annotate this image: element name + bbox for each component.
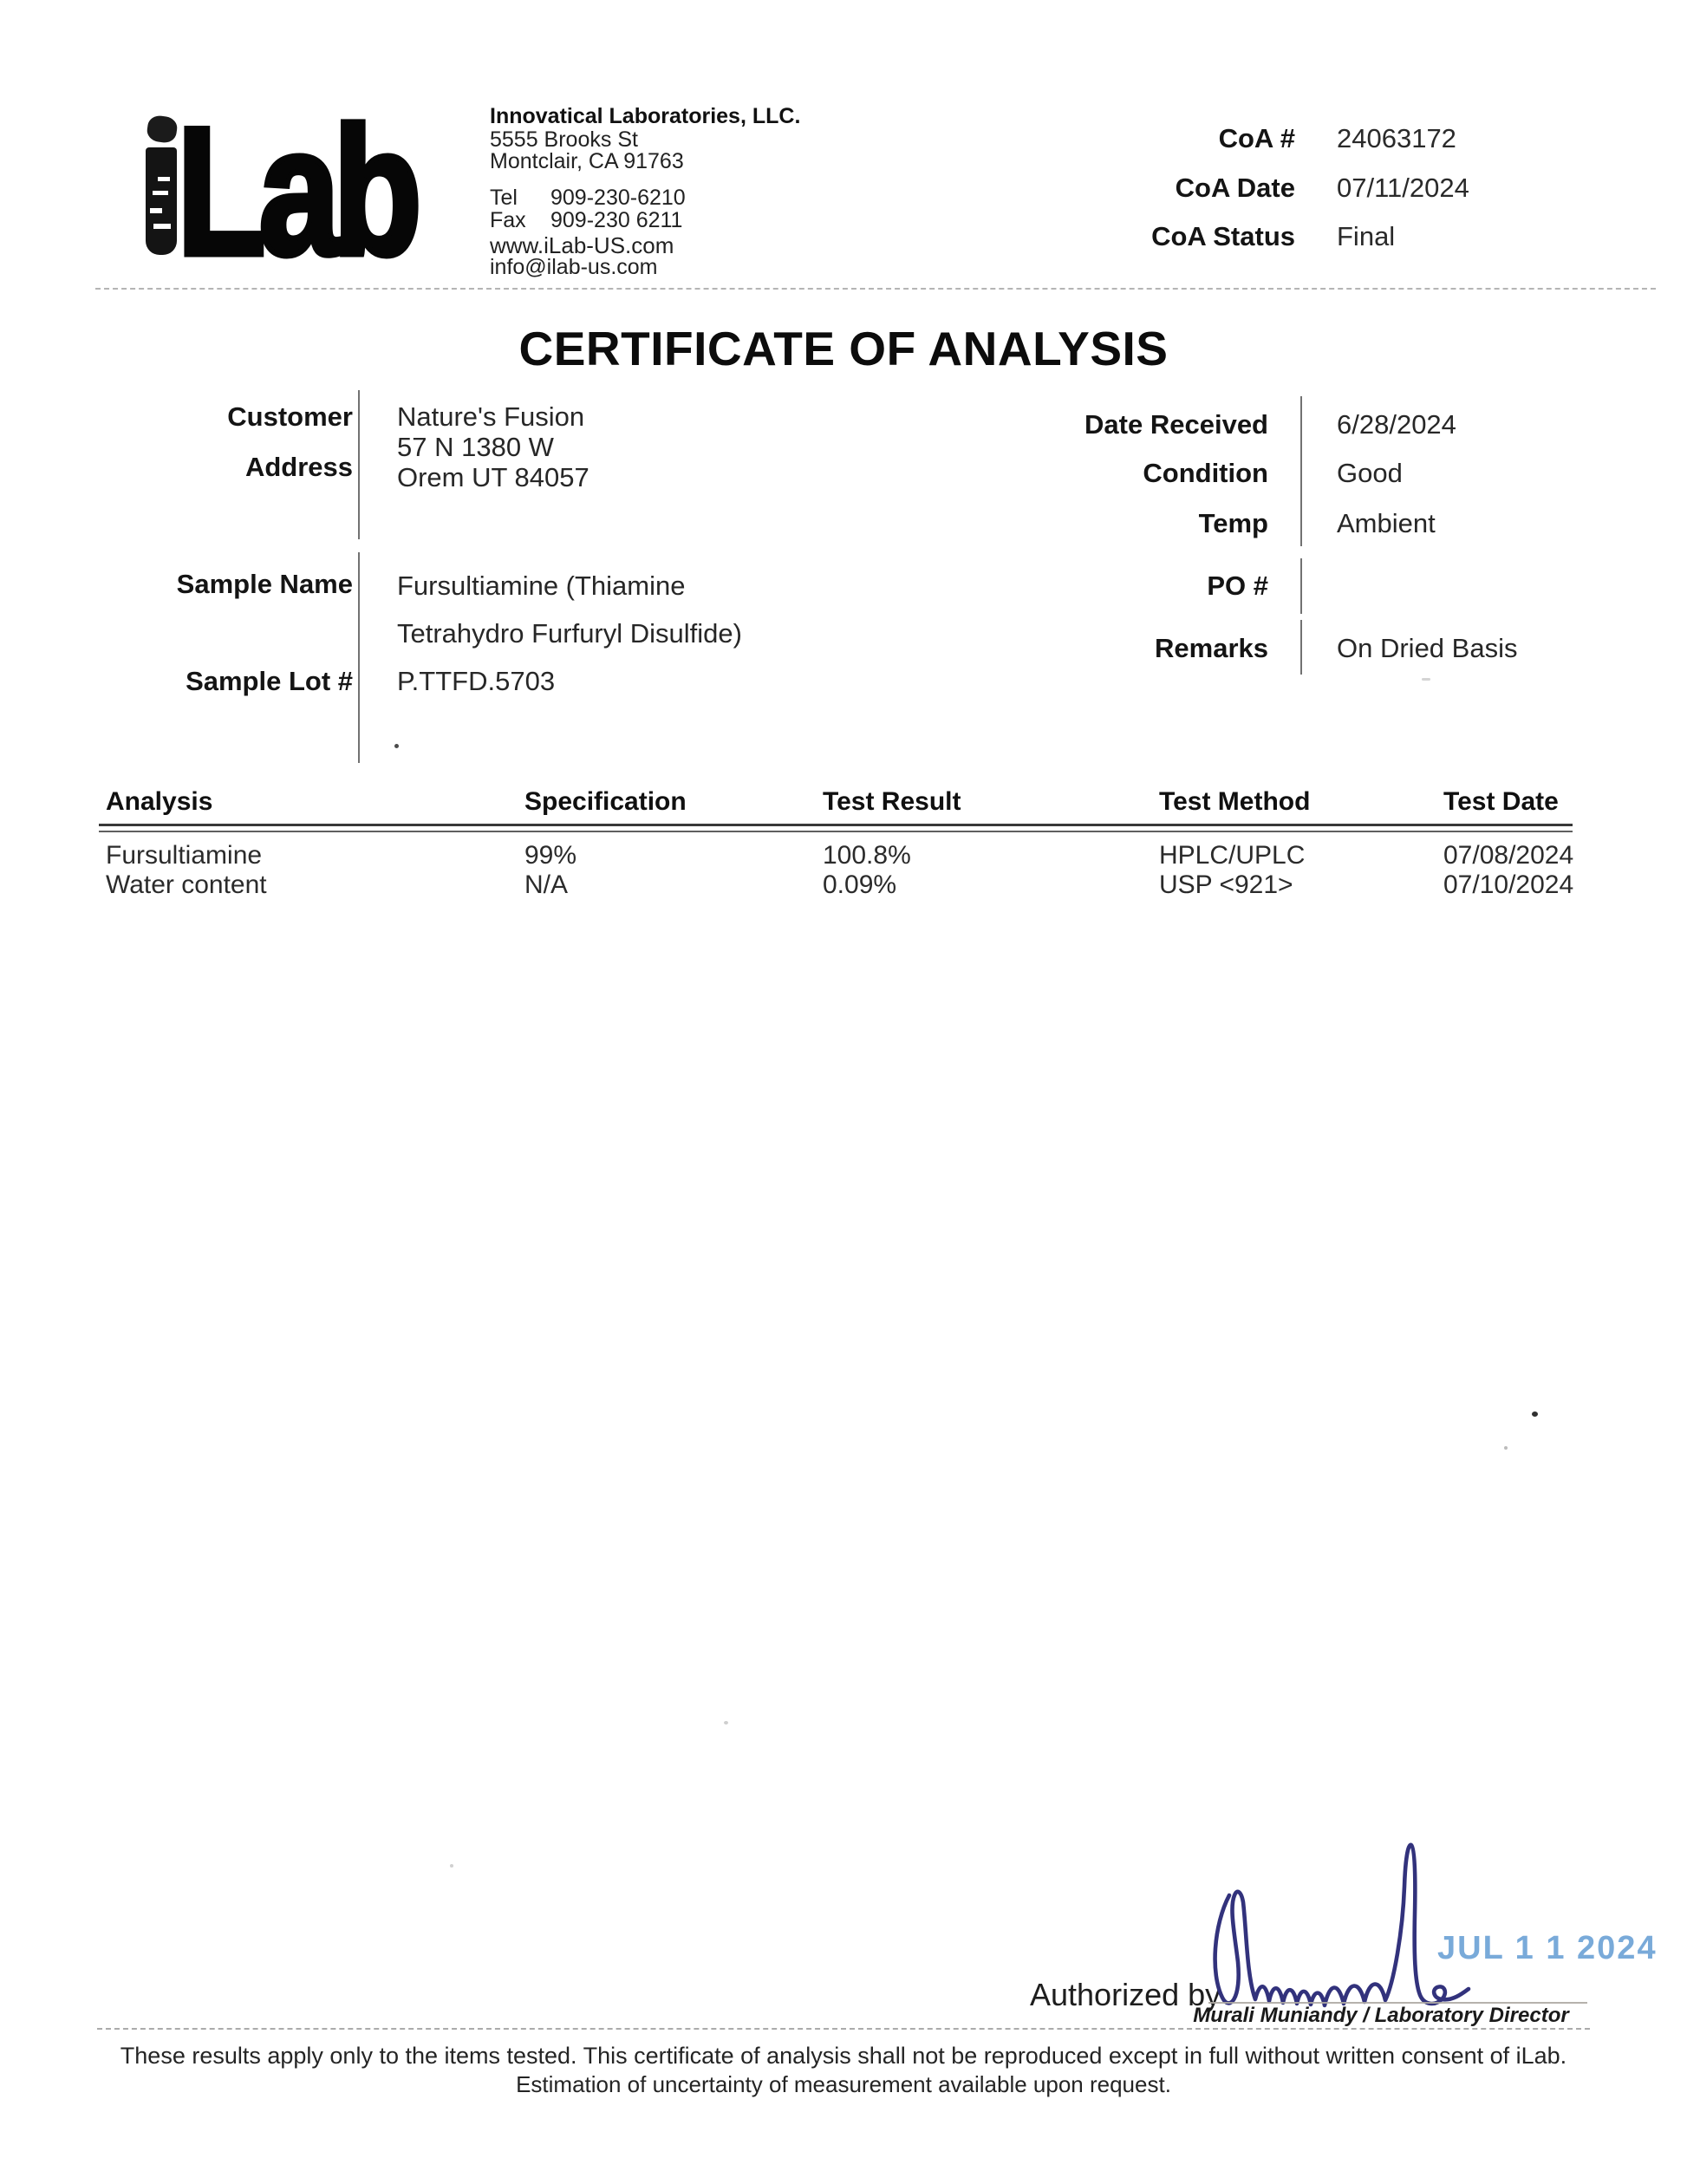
scan-speck [450,1864,453,1868]
stray-period-mark [394,744,399,748]
row1-specification: 99% [524,841,577,870]
customer-value: Nature's Fusion [397,401,585,432]
date-received-label: Date Received [1084,409,1268,440]
company-address-line2: Montclair, CA 91763 [490,149,684,173]
remarks-value: On Dried Basis [1337,633,1518,663]
remarks-label: Remarks [1155,633,1268,663]
coa-status-label: CoA Status [1151,221,1295,251]
address-value-line1: 57 N 1380 W [397,432,554,462]
company-fax-row [490,208,682,233]
scan-speck [724,1721,728,1724]
company-website: www.iLab-US.com [490,232,674,258]
page-title: CERTIFICATE OF ANALYSIS [518,322,1169,375]
address-value-line2: Orem UT 84057 [397,462,589,492]
row1-test-date: 07/08/2024 [1443,841,1574,870]
row1-test-result: 100.8% [823,841,911,870]
row2-specification: N/A [524,870,569,899]
left-divider-segment-2 [358,552,360,763]
temp-label: Temp [1198,508,1268,538]
tel-number: 909-230-6210 [550,186,686,210]
coa-date-value: 07/11/2024 [1337,173,1469,203]
coa-date-label: CoA Date [1175,173,1295,203]
scan-speck [1532,1411,1538,1417]
column-header-analysis: Analysis [106,787,213,816]
condition-label: Condition [1143,458,1268,488]
scan-speck [1504,1446,1508,1450]
condition-value: Good [1337,458,1403,488]
column-header-test-date: Test Date [1443,787,1559,816]
director-signature-ink [1195,1828,1482,2011]
row2-test-date: 07/10/2024 [1443,870,1574,899]
header-separator-line [95,288,1656,290]
fax-number: 909-230 6211 [550,208,683,232]
company-name: Innovatical Laboratories, LLC. [490,104,801,128]
row1-test-method: HPLC/UPLC [1159,841,1306,870]
right-divider-segment-1 [1300,396,1302,546]
address-label: Address [244,452,353,482]
right-divider-segment-2 [1300,558,1302,614]
received-date-stamp: JUL 1 1 2024 [1437,1930,1658,1966]
column-header-specification: Specification [524,787,687,816]
left-divider-segment-1 [358,390,360,539]
date-received-value: 6/28/2024 [1337,409,1456,440]
coa-number-label: CoA # [1218,123,1295,153]
temp-value: Ambient [1337,508,1436,538]
customer-label: Customer [227,401,353,432]
table-header-rule [99,824,1573,832]
fax-label: Fax [490,208,526,232]
ilab-logo-wordmark: Lab [177,89,415,293]
footer-disclaimer-line2: Estimation of uncertainty of measurement available upon request. [516,2071,1171,2097]
right-divider-segment-3 [1300,620,1302,675]
company-email: info@ilab-us.com [490,255,658,279]
sample-name-value-line2: Tetrahydro Furfuryl Disulfide) [397,618,742,649]
tel-label: Tel [490,186,518,210]
authorized-by-label: Authorized by [1030,1977,1221,2012]
row1-analysis: Fursultiamine [106,841,263,870]
ilab-logo-i-stem-icon [146,147,177,255]
row2-analysis: Water content [106,870,267,899]
signer-name-title: Murali Muniandy / Laboratory Director [1193,2004,1569,2027]
sample-name-label: Sample Name [176,569,353,599]
row2-test-result: 0.09% [823,870,897,899]
ilab-logo-i-dot-icon [146,114,179,144]
row2-test-method: USP <921> [1159,870,1293,899]
sample-lot-label: Sample Lot # [186,666,353,696]
column-header-test-result: Test Result [823,787,961,816]
footer-disclaimer-line1: These results apply only to the items tested. This certificate of analysis shall not be reproduced except in full without written consent of iLab. [120,2043,1567,2069]
coa-status-value: Final [1337,221,1396,251]
company-address-line1: 5555 Brooks St [490,127,638,152]
footer-separator-line [97,2028,1590,2030]
po-number-label: PO # [1207,570,1268,601]
column-header-test-method: Test Method [1159,787,1311,816]
company-tel-row [490,186,686,211]
sample-name-value-line1: Fursultiamine (Thiamine [397,570,686,601]
coa-number-value: 24063172 [1337,123,1456,153]
sample-lot-value: P.TTFD.5703 [397,666,556,696]
scan-speck [1422,678,1430,681]
